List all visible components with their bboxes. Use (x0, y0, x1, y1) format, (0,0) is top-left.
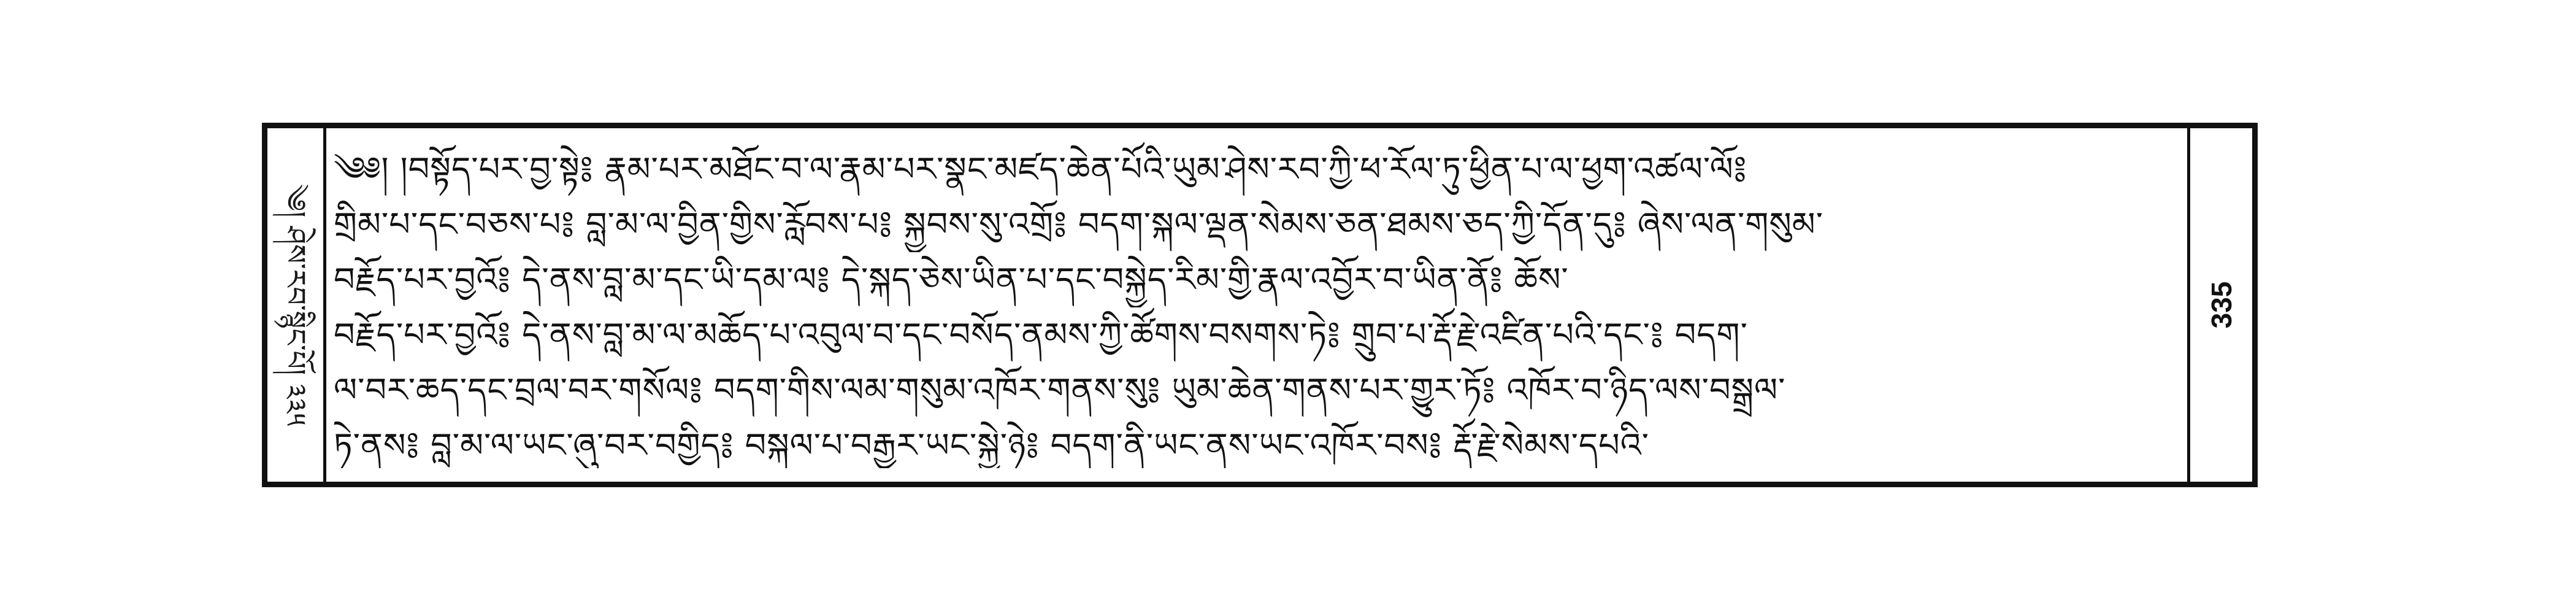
text-line-1: ༄༅། །བསྟོད་པར་བྱ་སྟེ༔ རྣམ་པར་མཐོང་བ་ལ་རྣམ་པར་སྣང་མཛད་ཆེན་པོའི་ཡུམ་ཤེས་རབ་ཀྱི་ཕ་རོལ་ཏུ་ཕྱིན་པ་ལ་ཕྱག་འཚལ་ལོ༔ (334, 150, 1747, 188)
page-number: 335 (2205, 281, 2237, 329)
text-line-4: བརྗོད་པར་བྱའོ༔ དེ་ནས་བླ་མ་ལ་མཆོད་པ་འབུལ་བ་དང་བསོད་ནམས་ཀྱི་ཚོགས་བསགས་ཏེ༔ གྲུབ་པ་རྡོ་རྗེ་འཛིན་པའི་དང་༔ བདག་ (334, 315, 1748, 354)
scripture-folio (262, 123, 2258, 487)
text-block (334, 142, 2181, 468)
text-line-5: ལ་བར་ཆད་དང་བྲལ་བར་གསོལ༔ བདག་གིས་ལམ་གསུམ་འཁོར་གནས་སུ༔ ཡུམ་ཆེན་གནས་པར་གྱུར་ཏོ༔ འཁོར་བ་ཉིད་ལས་བསྒྲལ་ (334, 371, 1786, 409)
right-margin-page-box (2187, 128, 2252, 482)
left-margin-caption-box (267, 128, 326, 482)
margin-caption: ༄། ཤེས་རབ་སྙིང་པོ། ༣༣༥ (278, 184, 312, 426)
text-line-6: ཏེ་ནས༔ བླ་མ་ལ་ཡང་ཞུ་བར་བགྱིད༔ བསྐལ་པ་བརྒྱར་ཡང་སྐྱེ་ཉེ༔ བདག་ནི་ཡང་ནས་ཡང་འཁོར་བས༔ རྡོ་རྗེ་སེམས་དཔའི་ (334, 426, 1650, 465)
text-line-2: གྲིམ་པ་དང་བཅས་པ༔ བླ་མ་ལ་བྱིན་གྱིས་རློབས་པ༔ སྐྱབས་སུ་འགྲོ༔ བདག་སྐལ་ལྡན་སེམས་ཅན་ཐམས་ཅད་ཀྱི་དོན་དུ༔ ཞེས་ལན་གསུམ་ (334, 205, 1824, 244)
text-line-3: བརྗོད་པར་བྱའོ༔ དེ་ནས་བླ་མ་དང་ཡི་དམ་ལ༔ དེ་སྐད་ཅེས་ཡིན་པ་དང་བསྐྱེད་རིམ་གྱི་རྣལ་འབྱོར་བ་ཡིན་ནོ༔ ཆོས་ (334, 260, 1569, 299)
